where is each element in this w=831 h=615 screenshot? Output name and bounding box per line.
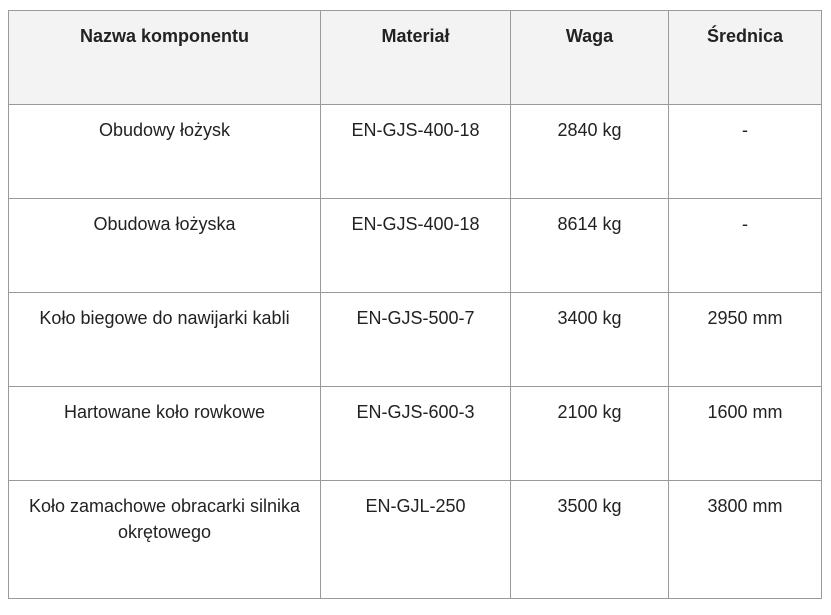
cell-diameter: 3800 mm <box>669 481 822 599</box>
cell-weight: 2100 kg <box>511 387 669 481</box>
cell-material: EN-GJS-600-3 <box>321 387 511 481</box>
table-row <box>9 105 822 199</box>
cell-diameter: 1600 mm <box>669 387 822 481</box>
table-header-row <box>9 11 822 105</box>
table-row <box>9 199 822 293</box>
cell-material: EN-GJS-500-7 <box>321 293 511 387</box>
cell-component-name: Koło biegowe do nawijarki kabli <box>9 293 321 387</box>
cell-component-name: Koło zamachowe obracarki silnika okrętowego <box>9 481 321 599</box>
header-material: Materiał <box>321 11 511 105</box>
header-weight: Waga <box>511 11 669 105</box>
cell-component-name: Obudowa łożyska <box>9 199 321 293</box>
cell-material: EN-GJL-250 <box>321 481 511 599</box>
components-table <box>8 10 822 599</box>
cell-diameter: - <box>669 105 822 199</box>
table-row <box>9 293 822 387</box>
cell-material: EN-GJS-400-18 <box>321 199 511 293</box>
cell-component-name: Obudowy łożysk <box>9 105 321 199</box>
table-row <box>9 387 822 481</box>
cell-component-name: Hartowane koło rowkowe <box>9 387 321 481</box>
cell-weight: 8614 kg <box>511 199 669 293</box>
cell-weight: 3400 kg <box>511 293 669 387</box>
cell-diameter: 2950 mm <box>669 293 822 387</box>
table-row <box>9 481 822 599</box>
cell-diameter: - <box>669 199 822 293</box>
header-component-name: Nazwa komponentu <box>9 11 321 105</box>
header-diameter: Średnica <box>669 11 822 105</box>
cell-weight: 3500 kg <box>511 481 669 599</box>
table-container <box>8 10 822 599</box>
cell-weight: 2840 kg <box>511 105 669 199</box>
cell-material: EN-GJS-400-18 <box>321 105 511 199</box>
